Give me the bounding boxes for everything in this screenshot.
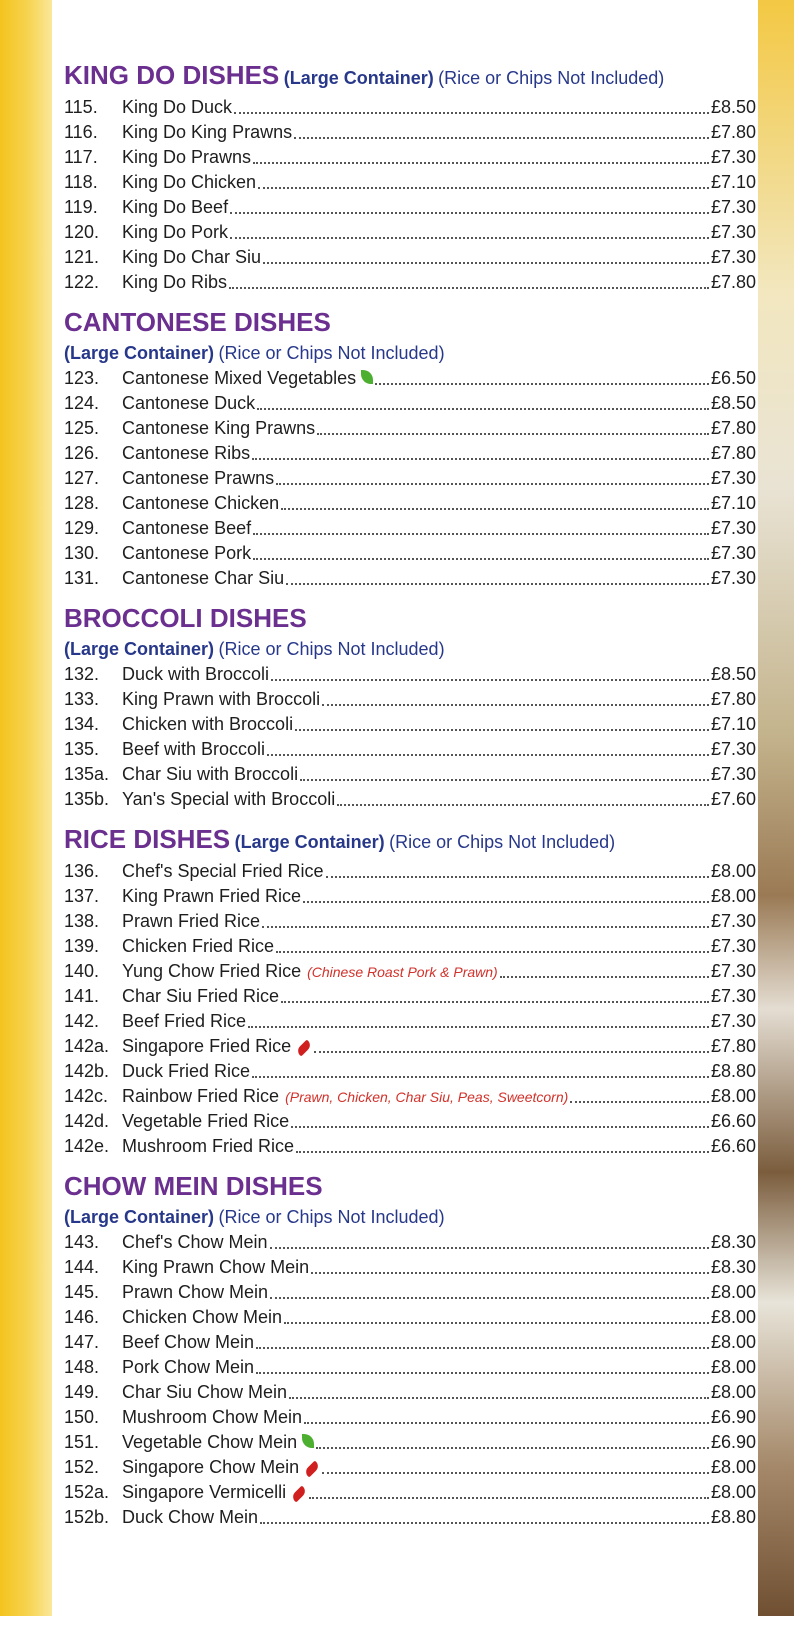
menu-item — [64, 95, 756, 120]
item-name: King Do Beef — [122, 197, 229, 217]
item-price: £8.00 — [710, 1382, 756, 1402]
menu-item — [64, 1355, 756, 1380]
item-number: 131. — [64, 568, 100, 588]
section-header — [64, 824, 756, 859]
item-price: £7.30 — [710, 568, 756, 588]
item-name: Char Siu Chow Mein — [122, 1382, 288, 1402]
dot-leader — [270, 1297, 709, 1299]
item-number: 135. — [64, 739, 100, 759]
item-name: Vegetable Fried Rice — [122, 1111, 290, 1131]
item-number: 142c. — [64, 1086, 109, 1106]
item-name: Cantonese King Prawns — [122, 418, 316, 438]
item-number: 115. — [64, 97, 98, 117]
item-name: Cantonese Chicken — [122, 493, 280, 513]
section-title: KING DO DISHES — [64, 60, 280, 90]
item-name: Beef Chow Mein — [122, 1332, 255, 1352]
section-title: BROCCOLI DISHES — [64, 603, 307, 633]
item-name: Beef Fried Rice — [122, 1011, 247, 1031]
item-number: 139. — [64, 936, 100, 956]
dot-leader — [230, 212, 709, 214]
menu-item — [64, 934, 756, 959]
item-name: Prawn Fried Rice — [122, 911, 261, 931]
item-number: 121. — [64, 247, 100, 267]
dot-leader — [252, 1076, 709, 1078]
rice-chips-note: (Rice or Chips Not Included) — [389, 832, 616, 852]
item-price: £8.00 — [710, 1357, 756, 1377]
item-number: 132. — [64, 664, 100, 684]
item-price: £8.50 — [710, 393, 756, 413]
menu-item — [64, 220, 756, 245]
chili-spicy-icon — [304, 1461, 321, 1478]
menu-item — [64, 170, 756, 195]
menu-item — [64, 712, 756, 737]
item-price: £7.10 — [710, 172, 756, 192]
item-name: Cantonese Ribs — [122, 443, 251, 463]
item-number: 116. — [64, 122, 98, 142]
menu-item — [64, 1455, 756, 1480]
menu-item — [64, 1330, 756, 1355]
item-number: 119. — [64, 197, 98, 217]
menu-section — [64, 307, 756, 591]
menu-item — [64, 1034, 756, 1059]
item-number: 151. — [64, 1432, 100, 1452]
item-price: £7.10 — [710, 493, 756, 513]
item-name: Vegetable Chow Mein — [122, 1432, 298, 1452]
dot-leader — [284, 1322, 709, 1324]
item-price: £7.80 — [710, 122, 756, 142]
vegetarian-leaf-icon — [302, 1434, 314, 1448]
item-name: Duck Chow Mein — [122, 1507, 259, 1527]
menu-item — [64, 984, 756, 1009]
item-price: £7.30 — [710, 197, 756, 217]
dot-leader — [258, 187, 709, 189]
chili-spicy-icon — [296, 1040, 313, 1057]
item-number: 138. — [64, 911, 100, 931]
dot-leader — [270, 1247, 709, 1249]
item-price: £7.30 — [710, 986, 756, 1006]
item-name: Cantonese Prawns — [122, 468, 275, 488]
rice-chips-note: (Rice or Chips Not Included) — [218, 1207, 445, 1227]
item-price: £7.80 — [710, 418, 756, 438]
dot-leader — [570, 1101, 709, 1103]
menu-item — [64, 1255, 756, 1280]
item-number: 129. — [64, 518, 100, 538]
item-number: 149. — [64, 1382, 100, 1402]
item-name: Singapore Chow Mein — [122, 1457, 300, 1477]
item-number: 117. — [64, 147, 98, 167]
item-name: King Prawn with Broccoli — [122, 689, 321, 709]
menu-item-list — [64, 1230, 756, 1530]
menu-item — [64, 391, 756, 416]
item-number: 125. — [64, 418, 100, 438]
item-price: £6.60 — [710, 1136, 756, 1156]
dot-leader — [294, 137, 709, 139]
item-number: 122. — [64, 272, 100, 292]
item-price: £6.90 — [710, 1432, 756, 1452]
menu-item — [64, 1480, 756, 1505]
item-price: £7.30 — [710, 518, 756, 538]
menu-item — [64, 762, 756, 787]
item-price: £7.60 — [710, 789, 756, 809]
item-number: 143. — [64, 1232, 100, 1252]
dot-leader — [267, 754, 709, 756]
item-name: Prawn Chow Mein — [122, 1282, 269, 1302]
rice-chips-note: (Rice or Chips Not Included) — [218, 343, 445, 363]
item-number: 126. — [64, 443, 100, 463]
item-number: 124. — [64, 393, 100, 413]
item-price: £7.80 — [710, 689, 756, 709]
dot-leader — [256, 1347, 709, 1349]
menu-item-list — [64, 95, 756, 295]
item-price: £7.30 — [710, 961, 756, 981]
dot-leader — [291, 1126, 709, 1128]
item-name: Cantonese Mixed Vegetables — [122, 368, 357, 388]
dot-leader — [253, 162, 709, 164]
section-subtitle — [64, 1206, 756, 1230]
dot-leader — [260, 1522, 709, 1524]
menu-item — [64, 245, 756, 270]
bottom-band — [0, 1616, 794, 1628]
menu-item — [64, 1380, 756, 1405]
item-name: King Do Duck — [122, 97, 233, 117]
dot-leader — [230, 237, 709, 239]
section-title: RICE DISHES — [64, 824, 231, 854]
menu-item — [64, 145, 756, 170]
item-number: 141. — [64, 986, 100, 1006]
section-header — [64, 307, 756, 342]
item-number: 142a. — [64, 1036, 110, 1056]
menu-item — [64, 909, 756, 934]
item-number: 152. — [64, 1457, 100, 1477]
item-name: Char Siu with Broccoli — [122, 764, 299, 784]
menu-item — [64, 687, 756, 712]
item-number: 152a. — [64, 1482, 110, 1502]
item-number: 130. — [64, 543, 100, 563]
item-number: 146. — [64, 1307, 100, 1327]
item-number: 142e. — [64, 1136, 110, 1156]
dot-leader — [248, 1026, 709, 1028]
menu-section — [64, 60, 756, 295]
menu-item — [64, 1059, 756, 1084]
container-size-note: (Large Container) — [64, 639, 215, 659]
left-decorative-strip — [0, 0, 52, 1628]
item-number: 142. — [64, 1011, 100, 1031]
item-description: (Chinese Roast Pork & Prawn) — [307, 964, 498, 980]
item-name: Cantonese Pork — [122, 543, 252, 563]
item-number: 148. — [64, 1357, 100, 1377]
item-price: £8.00 — [710, 1282, 756, 1302]
item-price: £7.80 — [710, 272, 756, 292]
dot-leader — [304, 1422, 709, 1424]
menu-item — [64, 195, 756, 220]
item-price: £8.00 — [710, 1086, 756, 1106]
item-name: Beef with Broccoli — [122, 739, 266, 759]
item-price: £7.80 — [710, 443, 756, 463]
container-size-note: (Large Container) — [234, 832, 385, 852]
dot-leader — [309, 1497, 709, 1499]
menu-item — [64, 541, 756, 566]
item-number: 147. — [64, 1332, 100, 1352]
dot-leader — [326, 876, 709, 878]
item-price: £6.50 — [710, 368, 756, 388]
item-number: 133. — [64, 689, 100, 709]
section-header — [64, 1171, 756, 1206]
vegetarian-leaf-icon — [361, 370, 373, 384]
item-name: King Do Char Siu — [122, 247, 262, 267]
item-number: 142b. — [64, 1061, 110, 1081]
menu-item — [64, 1009, 756, 1034]
menu-item — [64, 662, 756, 687]
item-price: £8.80 — [710, 1507, 756, 1527]
menu-item — [64, 1405, 756, 1430]
item-name: Chef's Chow Mein — [122, 1232, 268, 1252]
item-number: 136. — [64, 861, 100, 881]
dot-leader — [322, 704, 709, 706]
item-price: £7.30 — [710, 1011, 756, 1031]
menu-item — [64, 366, 756, 391]
dot-leader — [276, 951, 709, 953]
menu-item — [64, 737, 756, 762]
item-number: 135a. — [64, 764, 110, 784]
menu-item — [64, 120, 756, 145]
item-number: 142d. — [64, 1111, 110, 1131]
menu-item — [64, 884, 756, 909]
dot-leader — [253, 558, 709, 560]
menu-section — [64, 1171, 756, 1530]
item-price: £7.30 — [710, 739, 756, 759]
menu-section — [64, 603, 756, 812]
menu-item — [64, 566, 756, 591]
dot-leader — [289, 1397, 709, 1399]
item-number: 140. — [64, 961, 100, 981]
dot-leader — [263, 262, 709, 264]
menu-item — [64, 466, 756, 491]
item-name: Chicken with Broccoli — [122, 714, 294, 734]
chili-spicy-icon — [291, 1486, 308, 1503]
dot-leader — [286, 583, 709, 585]
item-price: £8.00 — [710, 1482, 756, 1502]
section-title: CANTONESE DISHES — [64, 307, 331, 337]
item-name: Cantonese Duck — [122, 393, 256, 413]
container-size-note: (Large Container) — [64, 343, 215, 363]
menu-item — [64, 1109, 756, 1134]
item-price: £7.80 — [710, 1036, 756, 1056]
item-price: £7.30 — [710, 764, 756, 784]
item-number: 134. — [64, 714, 100, 734]
dot-leader — [256, 1372, 709, 1374]
item-name: King Prawn Fried Rice — [122, 886, 302, 906]
item-price: £8.80 — [710, 1061, 756, 1081]
menu-item — [64, 1230, 756, 1255]
item-price: £7.30 — [710, 911, 756, 931]
container-size-note: (Large Container) — [283, 68, 434, 88]
menu-item — [64, 1505, 756, 1530]
item-number: 135b. — [64, 789, 110, 809]
item-name: Singapore Fried Rice — [122, 1036, 292, 1056]
menu-item — [64, 491, 756, 516]
dot-leader — [337, 804, 709, 806]
dot-leader — [375, 383, 709, 385]
item-name: Mushroom Fried Rice — [122, 1136, 295, 1156]
item-name: King Do Chicken — [122, 172, 257, 192]
item-number: 137. — [64, 886, 100, 906]
item-name: Mushroom Chow Mein — [122, 1407, 303, 1427]
menu-item — [64, 1430, 756, 1455]
section-header — [64, 60, 756, 95]
section-subtitle — [64, 342, 756, 366]
item-price: £8.50 — [710, 664, 756, 684]
dot-leader — [317, 433, 709, 435]
item-number: 128. — [64, 493, 100, 513]
item-name: Chicken Fried Rice — [122, 936, 275, 956]
menu-item-list — [64, 366, 756, 591]
menu-item-list — [64, 859, 756, 1159]
item-price: £6.60 — [710, 1111, 756, 1131]
menu-section — [64, 824, 756, 1159]
dot-leader — [316, 1447, 709, 1449]
item-name: King Do Ribs — [122, 272, 228, 292]
menu-item — [64, 859, 756, 884]
dot-leader — [281, 508, 709, 510]
item-name: Char Siu Fried Rice — [122, 986, 280, 1006]
item-number: 152b. — [64, 1507, 110, 1527]
item-price: £7.30 — [710, 147, 756, 167]
item-price: £8.00 — [710, 886, 756, 906]
item-name: Chef's Special Fried Rice — [122, 861, 324, 881]
item-number: 118. — [64, 172, 98, 192]
item-number: 150. — [64, 1407, 100, 1427]
item-price: £8.00 — [710, 1332, 756, 1352]
item-price: £8.00 — [710, 1457, 756, 1477]
item-name: Duck with Broccoli — [122, 664, 270, 684]
item-price: £7.30 — [710, 222, 756, 242]
right-food-photo-strip — [758, 0, 794, 1628]
item-name: Cantonese Beef — [122, 518, 252, 538]
item-price: £8.50 — [710, 97, 756, 117]
item-price: £7.30 — [710, 543, 756, 563]
rice-chips-note: (Rice or Chips Not Included) — [218, 639, 445, 659]
item-price: £8.00 — [710, 1307, 756, 1327]
item-name: King Do King Prawns — [122, 122, 293, 142]
item-description: (Prawn, Chicken, Char Siu, Peas, Sweetcorn) — [285, 1089, 569, 1105]
dot-leader — [252, 458, 709, 460]
item-number: 145. — [64, 1282, 100, 1302]
item-name: King Do Prawns — [122, 147, 252, 167]
item-price: £7.10 — [710, 714, 756, 734]
dot-leader — [295, 729, 709, 731]
section-title: CHOW MEIN DISHES — [64, 1171, 323, 1201]
dot-leader — [303, 901, 709, 903]
item-price: £7.30 — [710, 936, 756, 956]
rice-chips-note: (Rice or Chips Not Included) — [438, 68, 665, 88]
item-price: £8.30 — [710, 1257, 756, 1277]
dot-leader — [234, 112, 709, 114]
item-name: Rainbow Fried Rice — [122, 1086, 280, 1106]
menu-item — [64, 1305, 756, 1330]
item-price: £8.30 — [710, 1232, 756, 1252]
dot-leader — [229, 287, 709, 289]
item-name: Singapore Vermicelli — [122, 1482, 287, 1502]
item-number: 120. — [64, 222, 100, 242]
item-name: Duck Fried Rice — [122, 1061, 251, 1081]
item-number: 123. — [64, 368, 100, 388]
menu-page — [64, 60, 756, 1542]
item-name: Cantonese Char Siu — [122, 568, 285, 588]
menu-item — [64, 441, 756, 466]
item-number: 127. — [64, 468, 100, 488]
item-price: £7.30 — [710, 247, 756, 267]
dot-leader — [296, 1151, 709, 1153]
section-subtitle — [64, 638, 756, 662]
dot-leader — [311, 1272, 709, 1274]
item-price: £8.00 — [710, 861, 756, 881]
dot-leader — [322, 1472, 709, 1474]
dot-leader — [281, 1001, 709, 1003]
menu-item — [64, 1084, 756, 1109]
dot-leader — [253, 533, 709, 535]
item-name: Pork Chow Mein — [122, 1357, 255, 1377]
dot-leader — [300, 779, 709, 781]
menu-item — [64, 1134, 756, 1159]
item-name: Yan's Special with Broccoli — [122, 789, 336, 809]
item-name: King Do Pork — [122, 222, 229, 242]
item-price: £7.30 — [710, 468, 756, 488]
menu-item — [64, 959, 756, 984]
dot-leader — [314, 1051, 709, 1053]
item-price: £6.90 — [710, 1407, 756, 1427]
item-name: Chicken Chow Mein — [122, 1307, 283, 1327]
section-header — [64, 603, 756, 638]
dot-leader — [271, 679, 709, 681]
dot-leader — [257, 408, 709, 410]
container-size-note: (Large Container) — [64, 1207, 215, 1227]
menu-item — [64, 416, 756, 441]
dot-leader — [262, 926, 709, 928]
menu-item — [64, 270, 756, 295]
menu-item — [64, 787, 756, 812]
menu-item — [64, 516, 756, 541]
menu-item — [64, 1280, 756, 1305]
item-name: Yung Chow Fried Rice — [122, 961, 302, 981]
dot-leader — [276, 483, 709, 485]
item-name: King Prawn Chow Mein — [122, 1257, 310, 1277]
item-number: 144. — [64, 1257, 100, 1277]
dot-leader — [500, 976, 709, 978]
menu-item-list — [64, 662, 756, 812]
